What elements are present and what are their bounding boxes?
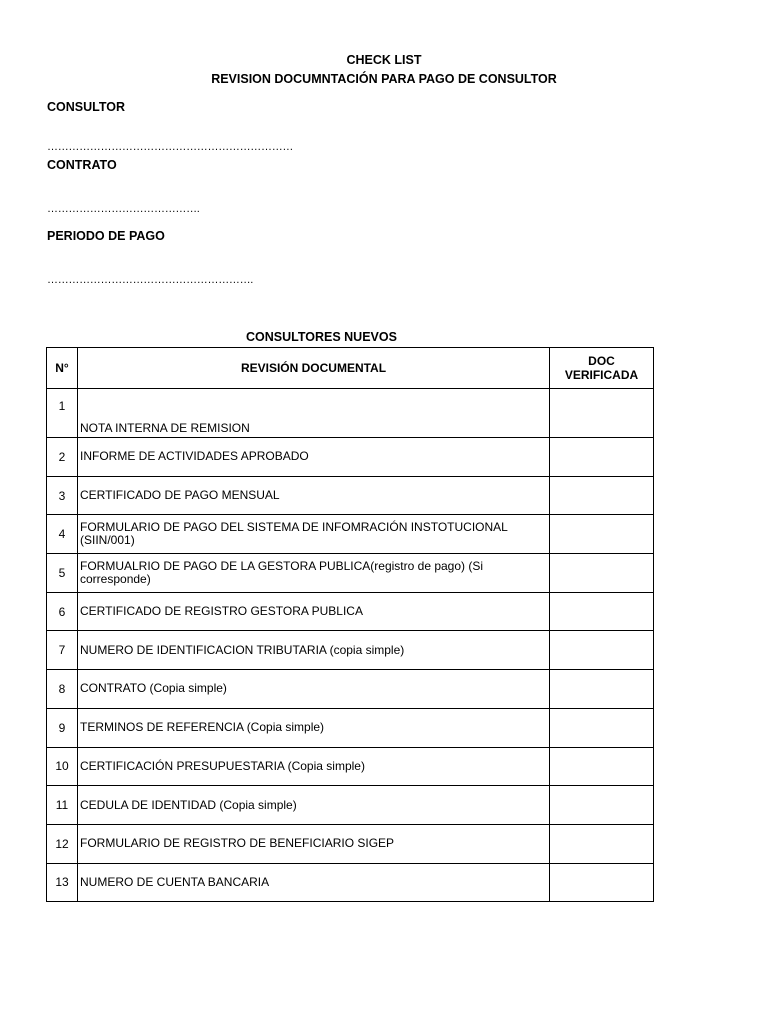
row-description: CONTRATO (Copia simple)	[78, 670, 550, 709]
table-row	[47, 824, 654, 863]
section-title: CONSULTORES NUEVOS	[246, 330, 397, 344]
row-description: NOTA INTERNA DE REMISION	[78, 389, 550, 438]
row-number: 11	[47, 786, 78, 825]
verified-cell[interactable]	[550, 438, 654, 477]
verified-cell[interactable]	[550, 515, 654, 554]
document-subtitle: REVISION DOCUMNTACIÓN PARA PAGO DE CONSULTOR	[211, 72, 557, 86]
verified-cell[interactable]	[550, 389, 654, 438]
table-row	[47, 708, 654, 747]
row-number: 8	[47, 670, 78, 709]
header-number: N°	[47, 348, 78, 389]
table-row	[47, 747, 654, 786]
contrato-label: CONTRATO	[47, 158, 117, 172]
row-number: 4	[47, 515, 78, 554]
table-row	[47, 438, 654, 477]
table-row	[47, 670, 654, 709]
row-number: 1	[47, 389, 78, 438]
verified-cell[interactable]	[550, 631, 654, 670]
verified-cell[interactable]	[550, 670, 654, 709]
table-row	[47, 515, 654, 554]
table-row	[47, 554, 654, 593]
table-header-row	[47, 348, 654, 389]
row-number: 10	[47, 747, 78, 786]
row-description: FORMULARIO DE REGISTRO DE BENEFICIARIO SIGEP	[78, 824, 550, 863]
row-number: 9	[47, 708, 78, 747]
row-description: NUMERO DE CUENTA BANCARIA	[78, 863, 550, 902]
row-number: 6	[47, 592, 78, 631]
table-row	[47, 631, 654, 670]
row-number: 7	[47, 631, 78, 670]
header-review: REVISIÓN DOCUMENTAL	[78, 348, 550, 389]
row-number: 5	[47, 554, 78, 593]
contrato-blank: …………………………………….	[47, 203, 200, 215]
row-description: FORMUALRIO DE PAGO DE LA GESTORA PUBLICA(registro de pago) (Si corresponde)	[78, 554, 550, 593]
verified-cell[interactable]	[550, 824, 654, 863]
row-description: CEDULA DE IDENTIDAD (Copia simple)	[78, 786, 550, 825]
row-description: CERTIFICADO DE PAGO MENSUAL	[78, 476, 550, 515]
verified-cell[interactable]	[550, 863, 654, 902]
row-description: INFORME DE ACTIVIDADES APROBADO	[78, 438, 550, 477]
verified-cell[interactable]	[550, 708, 654, 747]
row-number: 13	[47, 863, 78, 902]
row-number: 2	[47, 438, 78, 477]
verified-cell[interactable]	[550, 476, 654, 515]
table-body	[47, 389, 654, 902]
consultor-blank: ……………………………………………………………	[47, 141, 294, 153]
header-verified: DOC VERIFICADA	[550, 348, 654, 389]
row-description: FORMULARIO DE PAGO DEL SISTEMA DE INFOMRACIÓN INSTOTUCIONAL (SIIN/001)	[78, 515, 550, 554]
consultor-label: CONSULTOR	[47, 100, 126, 114]
table-row	[47, 476, 654, 515]
row-number: 12	[47, 824, 78, 863]
checklist-table	[46, 347, 654, 902]
row-description: CERTIFICADO DE REGISTRO GESTORA PUBLICA	[78, 592, 550, 631]
periodo-de-pago-label: PERIODO DE PAGO	[47, 229, 165, 243]
row-description: TERMINOS DE REFERENCIA (Copia simple)	[78, 708, 550, 747]
verified-cell[interactable]	[550, 786, 654, 825]
table-row	[47, 786, 654, 825]
row-description: NUMERO DE IDENTIFICACION TRIBUTARIA (copia simple)	[78, 631, 550, 670]
periodo-de-pago-blank: ………………………………………………….	[47, 274, 254, 286]
row-number: 3	[47, 476, 78, 515]
document-title: CHECK LIST	[346, 53, 422, 67]
table-row	[47, 863, 654, 902]
verified-cell[interactable]	[550, 592, 654, 631]
table-row	[47, 389, 654, 438]
table-row	[47, 592, 654, 631]
verified-cell[interactable]	[550, 747, 654, 786]
verified-cell[interactable]	[550, 554, 654, 593]
row-description: CERTIFICACIÓN PRESUPUESTARIA (Copia simple)	[78, 747, 550, 786]
